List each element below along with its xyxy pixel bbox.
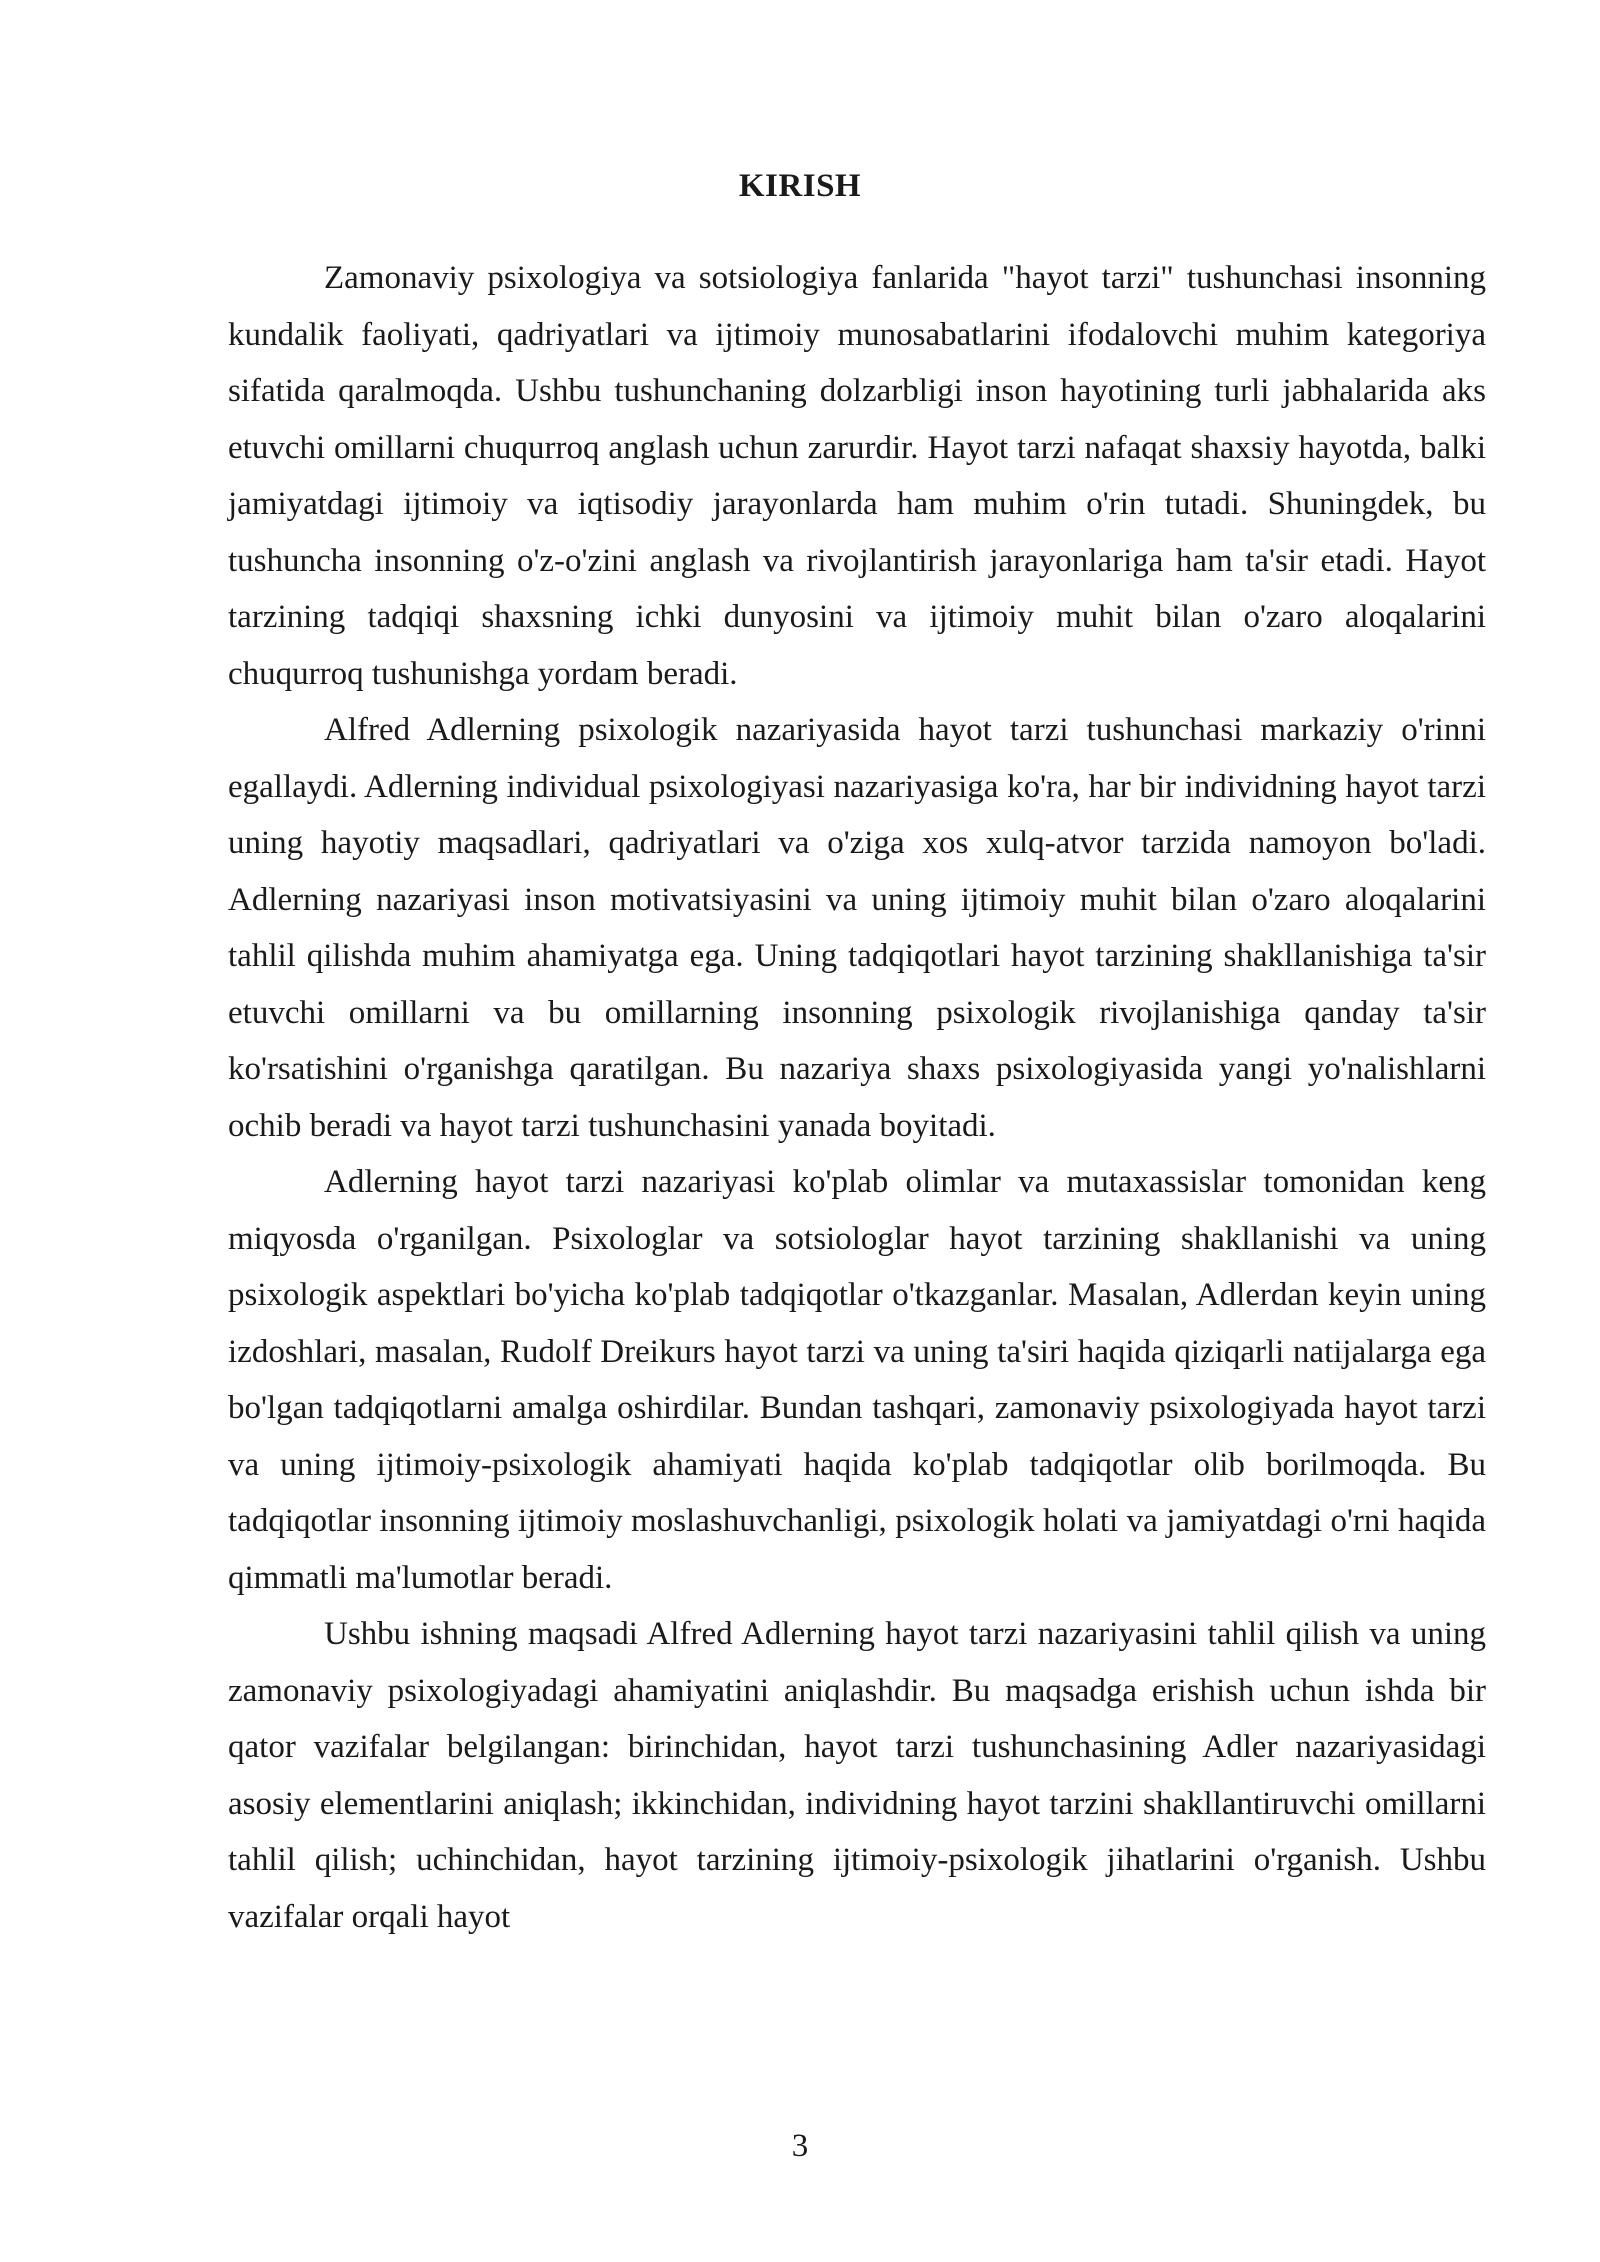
paragraph-research: Adlerning hayot tarzi nazariyasi ko'plab olimlar va mutaxassislar tomonidan keng miqyosda o'rganilgan. Psixologlar va sotsiologlar hayot tarzining shakllanishi va uning psixologik aspektlari bo'yicha ko'plab tadqiqotlar o'tkazganlar. Masalan, Adlerdan keyin uning izdoshlari, masalan, Rudolf Dreikurs hayot tarzi va uning ta'siri haqida qiziqarli natijalarga ega bo'lgan tadqiqotlarni amalga oshirdilar. Bundan tashqari, zamonaviy psixologiyada hayot tarzi va uning ijtimoiy-psixologik ahamiyati haqida ko'plab tadqiqotlar olib borilmoqda. Bu tadqiqotlar insonning ijtimoiy moslashuvchanligi, psixologik holati va jamiyatdagi o'rni haqida qimmatli ma'lumotlar beradi. (228, 1164, 1486, 1596)
paragraph-adler-theory: Alfred Adlerning psixologik nazariyasida hayot tarzi tushunchasi markaziy o'rinni egallaydi. Adlerning individual psixologiyasi nazariyasiga ko'ra, har bir individning hayot tarzi uning hayotiy maqsadlari, qadriyatlari va o'ziga xos xulq-atvor tarzida namoyon bo'ladi. Adlerning nazariyasi inson motivatsiyasini va uning ijtimoiy muhit bilan o'zaro aloqalarini tahlil qilishda muhim ahamiyatga ega. Uning tadqiqotlari hayot tarzining shakllanishiga ta'sir etuvchi omillarni va bu omillarning insonning psixologik rivojlanishiga qanday ta'sir ko'rsatishini o'rganishga qaratilgan. Bu nazariya shaxs psixologiyasida yangi yo'nalishlarni ochib beradi va hayot tarzi tushunchasini yanada boyitadi. (228, 712, 1486, 1144)
section-title: KIRISH (738, 168, 862, 204)
paragraph-intro: Zamonaviy psixologiya va sotsiologiya fanlarida "hayot tarzi" tushunchasi insonning kundalik faoliyati, qadriyatlari va ijtimoiy munosabatlarini ifodalovchi muhim kategoriya sifatida qaralmoqda. Ushbu tushunchaning dolzarbligi inson hayotining turli jabhalarida aks etuvchi omillarni chuqurroq anglash uchun zarurdir. Hayot tarzi nafaqat shaxsiy hayotda, balki jamiyatdagi ijtimoiy va iqtisodiy jarayonlarda ham muhim o'rin tutadi. Shuningdek, bu tushuncha insonning o'z-o'zini anglash va rivojlantirish jarayonlariga ham ta'sir etadi. Hayot tarzining tadqiqi shaxsning ichki dunyosini va ijtimoiy muhit bilan o'zaro aloqalarini chuqurroq tushunishga yordam beradi. (228, 260, 1486, 692)
body-text (228, 250, 1486, 1945)
paragraph-aim: Ushbu ishning maqsadi Alfred Adlerning hayot tarzi nazariyasini tahlil qilish va uning zamonaviy psixologiyadagi ahamiyatini aniqlashdir. Bu maqsadga erishish uchun ishda bir qator vazifalar belgilangan: birinchidan, hayot tarzi tushunchasining Adler nazariyasidagi asosiy elementlarini aniqlash; ikkinchidan, individning hayot tarzini shakllantiruvchi omillarni tahlil qilish; uchinchidan, hayot tarzining ijtimoiy-psixologik jihatlarini o'rganish. Ushbu vazifalar orqali hayot (228, 1616, 1486, 1935)
page-number: 3 (791, 2128, 809, 2164)
